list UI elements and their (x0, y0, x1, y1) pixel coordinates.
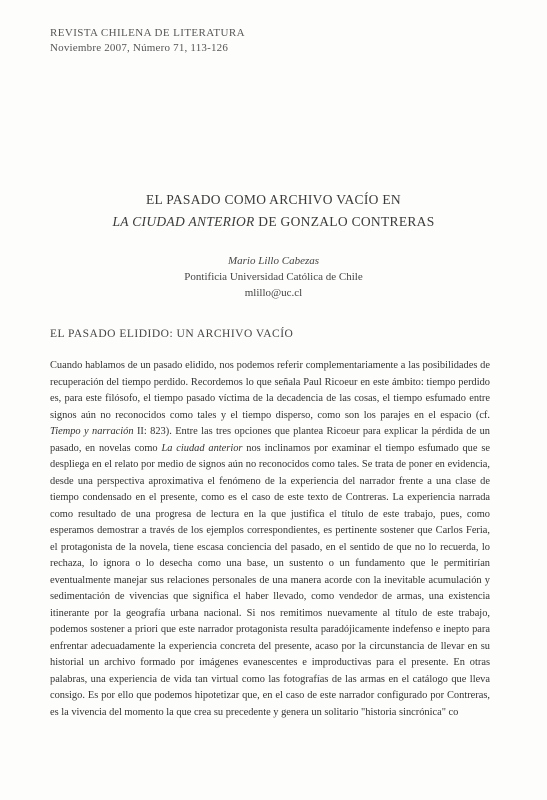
author-block (50, 253, 497, 301)
body-text-part-1: Cuando hablamos de un pasado elidido, nos podemos referir complementariamente a las posibilidades de recuperación del tiempo perdido. Recordemos lo que señala Paul Ricoeur en este ámbito: tiempo perdido es, para este filósofo, el tiempo pasado víctima de la decadencia de las cosas, el tiempo esfumado entre signos aún no reconocidos como tales y el tiempo disperso, como son los parajes en el espacio (cf. (50, 360, 490, 421)
title-line-1: EL PASADO COMO ARCHIVO VACÍO EN (146, 192, 401, 207)
body-paragraph (50, 358, 490, 721)
journal-name: REVISTA CHILENA DE LITERATURA (50, 27, 245, 39)
section-heading: EL PASADO ELIDIDO: UN ARCHIVO VACÍO (50, 328, 294, 340)
body-text-part-2: II: 823). Entre las tres opciones que plantea Ricoeur para explicar la pérdida de un pasado, en novelas como (50, 426, 490, 454)
journal-header (50, 26, 245, 56)
title-novel-name: LA CIUDAD ANTERIOR (112, 214, 255, 229)
article-title (50, 189, 497, 233)
author-affiliation: Pontificia Universidad Católica de Chile (184, 271, 363, 283)
issue-info: Noviembre 2007, Número 71, 113-126 (50, 42, 229, 54)
body-text-part-3: nos inclinamos por examinar el tiempo esfumado que se despliega en el relato por medio de signos aún no reconocidos como tales. Se trata de poner en evidencia, desde una perspectiva aproximativa el fenómeno de la experiencia del narrador frente a una clase de tiempo condensado en el presente, como es el caso de este texto de Contreras. La experiencia narrada como resultado de una progresa de lectura en la que justifica el título de este trabajo, pues, como esperamos demostrar a través de los ejemplos correspondientes, es pertinente sostener que Carlos Feria, el protagonista de la novela, tiene escasa conciencia del pasado, en el sentido de que no lo recuerda, lo rechaza, lo ignora o lo desecha como una base, un sustento o un fundamento que le permitirían eventualmente manejar sus relaciones personales de una manera acorde con la inevitable acumulación y sedimentación de vivencias que significa el haber llevado, como vendedor de armas, una existencia itinerante por la geografía urbana nacional. Si nos remitimos nuevamente al título de este trabajo, podemos sostener a priori que este narrador protagonista resulta paradójicamente indefenso e inepto para enfrentar adecuadamente la experiencia concreta del presente, acaso por la circunstancia de llevar en su historial un archivo formado por imágenes evanescentes e improductivas para el presente. En otras palabras, una experiencia de vida tan virtual como las fotografías de las armas en el catálogo que lleva consigo. Es por ello que podemos hipotetizar que, en el caso de este narrador configurado por Contreras, es la vivencia del momento la que crea su precedente y genera un solitario "historia sincrónica" co (50, 442, 490, 718)
body-italic-la-ciudad-anterior: La ciudad anterior (161, 442, 243, 454)
title-line-2-rest: DE GONZALO CONTRERAS (254, 214, 435, 229)
body-text (50, 358, 490, 721)
author-email: mlillo@uc.cl (244, 287, 303, 299)
author-name: Mario Lillo Cabezas (227, 255, 320, 267)
body-italic-tiempo-y-narracion: Tiempo y narración (50, 426, 134, 437)
title-line-2 (50, 211, 497, 233)
